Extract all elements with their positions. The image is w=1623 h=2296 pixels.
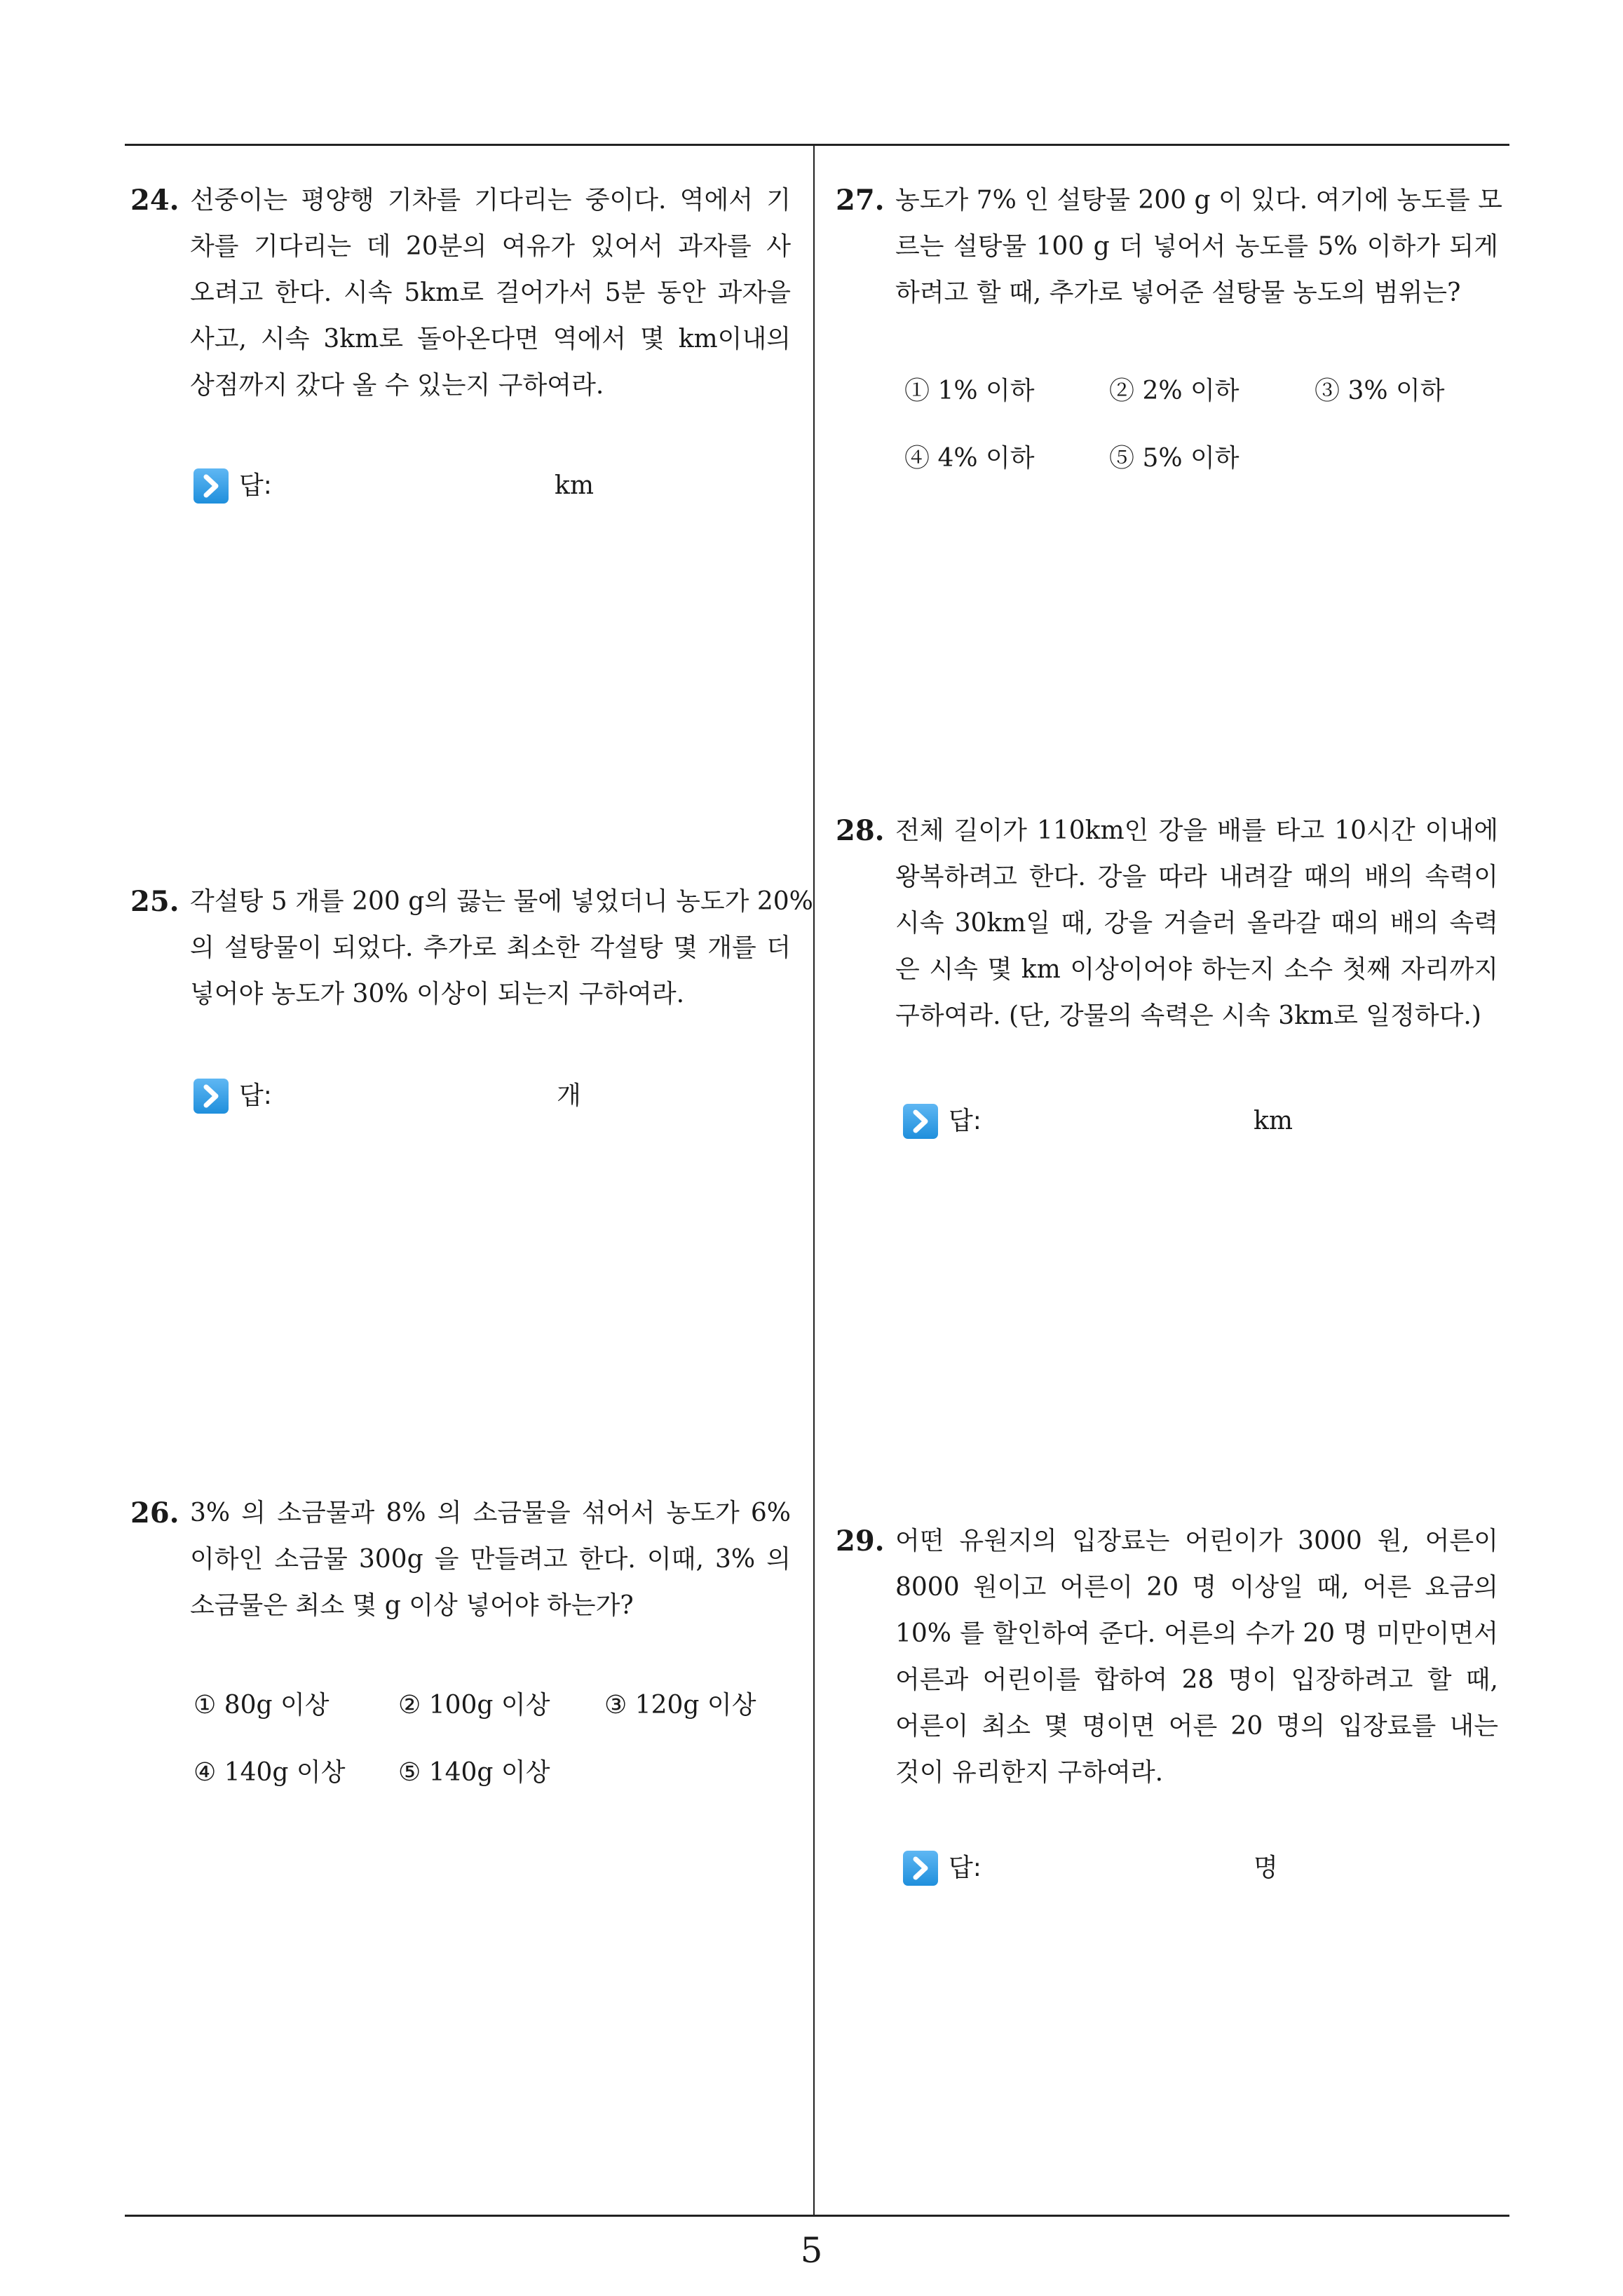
question-number: 29. <box>836 1525 885 1558</box>
question-line: 구하여라. (단, 강물의 속력은 시속 3km로 일정하다.) <box>895 1001 1481 1030</box>
question-line: 오려고 한다. 시속 5km로 걸어가서 5분 동안 과자을 <box>190 278 791 307</box>
answer-row-28 <box>903 1100 1324 1139</box>
question-28 <box>836 808 1509 1039</box>
choice-3[interactable]: ③ 3% 이하 <box>1315 377 1445 405</box>
question-line: 3% 의 소금물과 8% 의 소금물을 섞어서 농도가 6% <box>190 1499 791 1527</box>
question-line: 전체 길이가 110km인 강을 배를 타고 10시간 이내에 <box>895 816 1498 845</box>
top-rule <box>125 144 1509 146</box>
question-line: 사고, 시속 3km로 돌아온다면 역에서 몇 km이내의 <box>190 325 791 353</box>
question-line: 시속 30km일 때, 강을 거슬러 올라갈 때의 배의 속력 <box>895 909 1498 938</box>
choice-3[interactable]: ③ 120g 이상 <box>604 1691 756 1720</box>
question-line: 10% 를 할인하여 준다. 어른의 수가 20 명 미만이면서 <box>895 1619 1498 1648</box>
question-25 <box>130 879 813 1019</box>
answer-unit: km <box>1254 1107 1293 1135</box>
question-26 <box>130 1490 803 1630</box>
question-line: 이하인 소금물 300g 을 만들려고 한다. 이때, 3% 의 <box>190 1545 791 1574</box>
choice-2[interactable]: ② 100g 이상 <box>398 1691 550 1720</box>
answer-label: 답: <box>239 471 272 500</box>
choice-2[interactable]: ② 2% 이하 <box>1109 377 1240 405</box>
chevron-right-icon <box>193 1079 229 1114</box>
question-line: 어른이 최소 몇 명이면 어른 20 명의 입장료를 내는 <box>895 1712 1498 1741</box>
answer-label: 답: <box>239 1081 272 1110</box>
question-line: 8000 원이고 어른이 20 명 이상일 때, 어른 요금의 <box>895 1573 1498 1602</box>
question-number: 28. <box>836 814 885 847</box>
choice-4[interactable]: ④ 140g 이상 <box>193 1758 346 1787</box>
choice-1[interactable]: ① 1% 이하 <box>904 377 1035 405</box>
question-line: 르는 설탕물 100 g 더 넣어서 농도를 5% 이하가 되게 <box>895 232 1498 261</box>
question-line: 은 시속 몇 km 이상이어야 하는지 소수 첫째 자리까지 <box>895 955 1498 984</box>
bottom-rule <box>125 2215 1509 2217</box>
question-line: 것이 유리한지 구하여라. <box>895 1758 1164 1787</box>
question-line: 넣어야 농도가 30% 이상이 되는지 구하여라. <box>190 980 685 1008</box>
question-number: 24. <box>130 184 179 217</box>
choice-4[interactable]: ④ 4% 이하 <box>904 444 1035 473</box>
question-line: 의 설탕물이 되었다. 추가로 최소한 각설탕 몇 개를 더 <box>190 933 791 962</box>
answer-row-24 <box>193 464 614 504</box>
choice-5[interactable]: ⑤ 5% 이하 <box>1109 444 1240 473</box>
question-29 <box>836 1518 1509 1799</box>
question-line: 차를 기다리는 데 20분의 여유가 있어서 과자를 사 <box>190 232 791 261</box>
question-line: 소금물은 최소 몇 g 이상 넣어야 하는가? <box>190 1591 634 1620</box>
chevron-right-icon <box>193 468 229 504</box>
question-line: 선중이는 평양행 기차를 기다리는 중이다. 역에서 기 <box>190 186 791 215</box>
question-24 <box>130 177 803 409</box>
chevron-right-icon <box>903 1851 938 1886</box>
column-divider <box>813 144 815 2215</box>
question-line: 어른과 어린이를 합하여 28 명이 입장하려고 할 때, <box>895 1666 1498 1694</box>
answer-unit: 명 <box>1254 1853 1278 1882</box>
question-number: 25. <box>130 885 179 918</box>
answer-unit: km <box>555 471 594 500</box>
choice-5[interactable]: ⑤ 140g 이상 <box>398 1758 550 1787</box>
answer-label: 답: <box>949 1107 982 1135</box>
answer-label: 답: <box>949 1853 982 1882</box>
answer-unit: 개 <box>557 1081 581 1110</box>
question-line: 상점까지 갔다 올 수 있는지 구하여라. <box>190 371 604 400</box>
question-line: 왕복하려고 한다. 강을 따라 내려갈 때의 배의 속력이 <box>895 863 1498 891</box>
question-27 <box>836 177 1509 318</box>
choice-1[interactable]: ① 80g 이상 <box>193 1691 330 1720</box>
question-number: 27. <box>836 184 885 217</box>
question-number: 26. <box>130 1497 179 1529</box>
page-number: 5 <box>800 2230 823 2271</box>
answer-row-29 <box>903 1846 1324 1886</box>
question-line: 각설탕 5 개를 200 g의 끓는 물에 넣었더니 농도가 20% <box>190 887 813 916</box>
question-line: 어떤 유원지의 입장료는 어린이가 3000 원, 어른이 <box>895 1527 1498 1555</box>
answer-row-25 <box>193 1074 614 1114</box>
question-line: 농도가 7% 인 설탕물 200 g 이 있다. 여기에 농도를 모 <box>895 186 1502 215</box>
question-line: 하려고 할 때, 추가로 넣어준 설탕물 농도의 범위는? <box>895 278 1461 307</box>
chevron-right-icon <box>903 1104 938 1139</box>
